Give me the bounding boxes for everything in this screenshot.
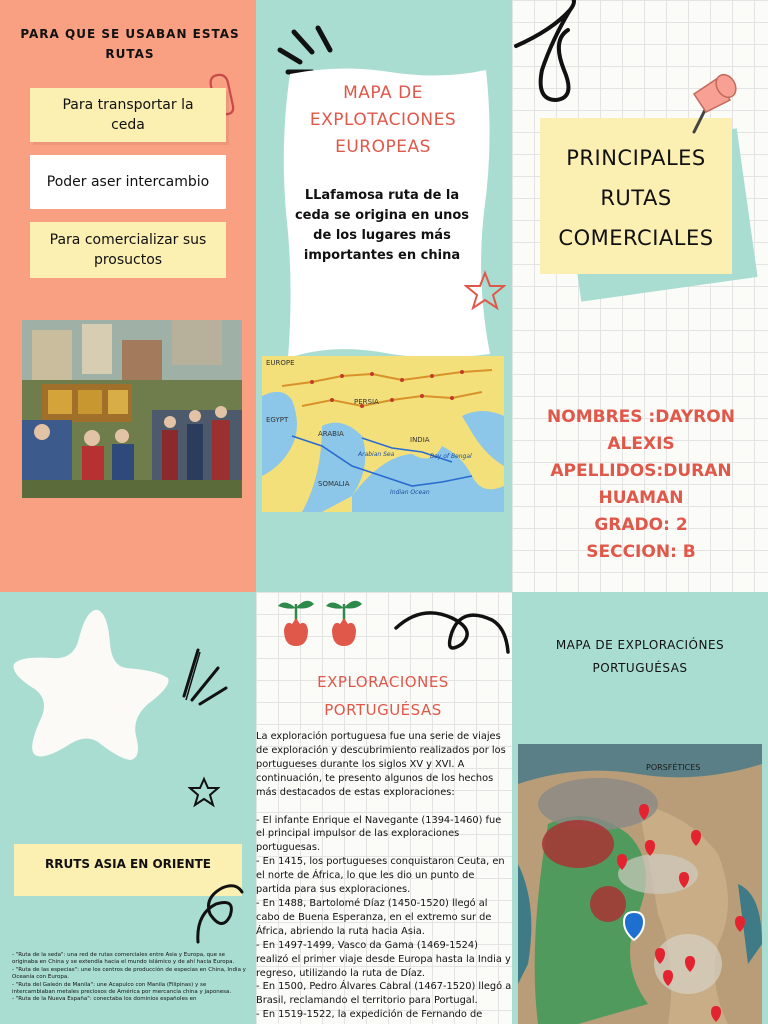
info-name: NOMBRES :DAYRON: [547, 407, 735, 427]
panel-portuguese-map: [512, 592, 768, 1024]
map-label-europe: EUROPE: [266, 359, 295, 367]
map-label-indian-ocean: Indian Ocean: [390, 489, 430, 496]
panel5-title: EXPLORACIONES PORTUGUÉSAS: [317, 673, 449, 719]
star-doodle-icon: [464, 270, 506, 310]
loop-doodle-icon: [392, 592, 512, 672]
accent-dashes-icon-2: [170, 640, 236, 712]
medieval-market-painting: [22, 320, 242, 498]
info-grade: GRADO: 2: [594, 515, 688, 535]
push-pin-icon: [676, 70, 746, 140]
info-surname: APELLIDOS:DURAN: [550, 461, 732, 481]
small-star-icon: [188, 776, 220, 808]
map-label-arabia: ARABIA: [318, 430, 344, 438]
map-label-bay-of-bengal: Bay of Bengal: [430, 453, 472, 460]
panel1-heading: PARA QUE SE USABAN ESTAS RUTAS: [20, 27, 240, 61]
portuguese-exploration-map: [518, 744, 762, 1024]
panel-portuguese-explorations: [256, 592, 512, 1024]
student-info: [526, 404, 756, 566]
map-label-india: INDIA: [410, 436, 430, 444]
tulip-icon: [274, 594, 318, 652]
map-title-label: PORSFÉTICES: [646, 763, 701, 772]
tulip-icon-2: [322, 594, 366, 652]
panel-asia-routes: [0, 592, 256, 1024]
note-exchange: Poder aser intercambio: [30, 155, 226, 209]
panel2-title: MAPA DE EXPLOTACIONES EUROPEAS: [309, 83, 457, 157]
map-label-somalia: SOMALIA: [318, 480, 350, 488]
panel-title: [512, 0, 768, 592]
map-label-persia: PERSIA: [354, 398, 379, 406]
note-transport: Para transportar la ceda: [30, 88, 226, 142]
panel-purposes: [0, 0, 256, 592]
panel2-text: LLafamosa ruta de la ceda se origina en unos de los lugares más importantes en china: [294, 188, 470, 263]
exploration-text: La exploración portuguesa fue una serie de viajes de exploración y descubrimiento realizados por los portugueses durante los siglos XV y XVI. A continuación, te presento algunos de los hechos más destacados de estas exploraciones: - El infante Enrique el Navegante (1394-1460) fue el principal impulsor de las exploraciones portuguesas. - En 1415, los portugueses conquistaron Ceuta, en el norte de África, lo que les dio un punto de partida para sus exploraciones. - En 1488, Bartolomé Díaz (1450-1520) llegó al cabo de Buena Esperanza, en el extremo sur de África, abriendo la ruta hacia Asia. - En 1497-1499, Vasco da Gama (1469-1524) realizó el primer viaje desde Europa hasta la India y regreso, utilizando la ruta de Díaz. - En 1500, Pedro Álvares Cabral (1467-1520) llegó a Brasil, reclamando el territorio para Portugal. - En 1519-1522, la expedición de Fernando de: [256, 731, 512, 1021]
big-star-icon: [6, 604, 176, 764]
silk-road-map: [262, 356, 504, 512]
curl-doodle-icon: [192, 884, 246, 948]
panel3-title: PRINCIPALES RUTAS COMERCIALES: [558, 146, 714, 250]
panel-european-map: [256, 0, 512, 592]
note-commerce: Para comercializar sus prosuctos: [30, 222, 226, 278]
panel6-title: MAPA DE EXPLORACIÓNES PORTUGUÉSAS: [555, 638, 725, 675]
info-name-2: ALEXIS: [607, 434, 675, 454]
asia-banner-text: RRUTS ASIA EN ORIENTE: [44, 857, 212, 871]
swirl-doodle-icon: [512, 0, 602, 110]
info-section: SECCION: B: [586, 542, 696, 562]
asia-small-text: - "Ruta de la seda": una red de rutas comerciales entre Asia y Europa, que se originaba en China y se extendía hacia el mundo islámico y de ahí hacia Europa. - "Ruta de las especias": une los centros de producción de especias en China, India y Oceanía con Europa. - "Ruta del Galeón de Manila": une Acapulco con Manila (Filipinas) y se intercambiaban metales preciosos de América por mercancía china y japonesa. - "Ruta de la Nueva España": conectaba los dominios españoles en: [12, 952, 246, 1003]
info-surname-2: HUAMAN: [598, 488, 684, 508]
map-label-arabian-sea: Arabian Sea: [358, 451, 395, 458]
map-label-egypt: EGYPT: [266, 416, 289, 424]
